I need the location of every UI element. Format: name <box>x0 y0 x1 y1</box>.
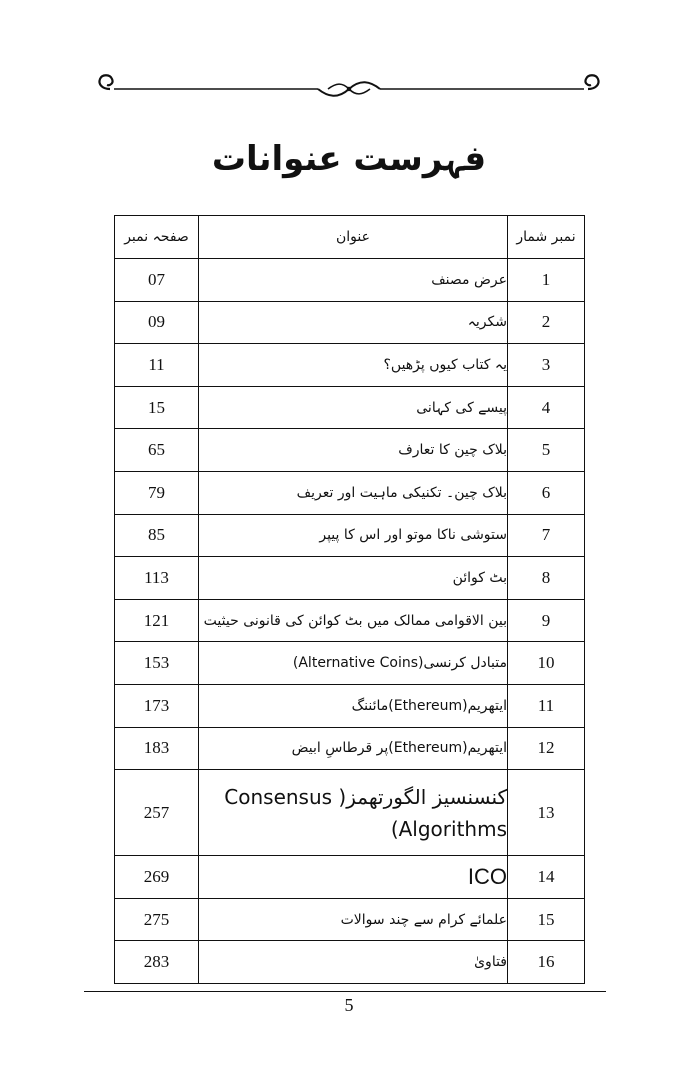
table-row <box>115 727 585 770</box>
table-row <box>115 898 585 941</box>
row-topic: یہ کتاب کیوں پڑھیں؟ <box>199 344 508 387</box>
row-topic: بلاک چین کا تعارف <box>199 429 508 472</box>
row-topic: ایتھریم(Ethereum)پر قرطاسِ ابیض <box>199 727 508 770</box>
row-page: 153 <box>115 642 199 685</box>
row-number: 9 <box>508 599 585 642</box>
table-row <box>115 259 585 302</box>
table-row <box>115 770 585 856</box>
header-topic: عنوان <box>199 216 508 259</box>
row-topic: ستوشی ناکا موتو اور اس کا پیپر <box>199 514 508 557</box>
row-number: 11 <box>508 684 585 727</box>
row-number: 16 <box>508 941 585 984</box>
table-row <box>115 429 585 472</box>
row-number: 10 <box>508 642 585 685</box>
row-page: 121 <box>115 599 199 642</box>
row-number: 13 <box>508 770 585 856</box>
row-page: 275 <box>115 898 199 941</box>
row-topic: بٹ کوائن <box>199 557 508 600</box>
row-topic: کنسنسیز الگورتھمز( Consensus Algorithms) <box>199 770 508 856</box>
table-row <box>115 684 585 727</box>
table-row <box>115 599 585 642</box>
row-number: 4 <box>508 386 585 429</box>
row-page: 11 <box>115 344 199 387</box>
row-page: 257 <box>115 770 199 856</box>
row-number: 12 <box>508 727 585 770</box>
row-number: 6 <box>508 471 585 514</box>
row-topic: فتاویٰ <box>199 941 508 984</box>
row-topic: متبادل کرنسی(Alternative Coins) <box>199 642 508 685</box>
header-page: صفحہ نمبر <box>115 216 199 259</box>
row-page: 283 <box>115 941 199 984</box>
row-number: 1 <box>508 259 585 302</box>
footer-rule <box>84 991 606 992</box>
page-number: 5 <box>344 995 354 1015</box>
row-topic: بلاک چین۔ تکنیکی ماہیت اور تعریف <box>199 471 508 514</box>
row-number: 8 <box>508 557 585 600</box>
row-topic: شکریہ <box>199 301 508 344</box>
row-page: 79 <box>115 471 199 514</box>
table-header-row <box>115 216 585 259</box>
row-page: 09 <box>115 301 199 344</box>
row-page: 07 <box>115 259 199 302</box>
contents-table <box>114 215 585 984</box>
row-page: 85 <box>115 514 199 557</box>
row-topic: علمائے کرام سے چند سوالات <box>199 898 508 941</box>
row-number: 3 <box>508 344 585 387</box>
row-topic: پیسے کی کہانی <box>199 386 508 429</box>
row-number: 14 <box>508 856 585 899</box>
row-page: 183 <box>115 727 199 770</box>
row-page: 15 <box>115 386 199 429</box>
table-row <box>115 386 585 429</box>
row-number: 7 <box>508 514 585 557</box>
row-topic: بین الاقوامی ممالک میں بٹ کوائن کی قانونی حیثیت <box>199 599 508 642</box>
table-row <box>115 301 585 344</box>
row-topic: ایتھریم(Ethereum)مائننگ <box>199 684 508 727</box>
row-page: 269 <box>115 856 199 899</box>
row-page: 113 <box>115 557 199 600</box>
page-title: فہرست عنوانات <box>211 139 487 179</box>
row-number: 5 <box>508 429 585 472</box>
table-row <box>115 642 585 685</box>
table-row <box>115 557 585 600</box>
header-number: نمبر شمار <box>508 216 585 259</box>
row-number: 15 <box>508 898 585 941</box>
row-topic: ICO <box>199 856 508 899</box>
row-topic: عرض مصنف <box>199 259 508 302</box>
table-row <box>115 856 585 899</box>
ornament-divider <box>88 72 610 106</box>
table-row <box>115 514 585 557</box>
table-row <box>115 344 585 387</box>
table-row <box>115 471 585 514</box>
table-row <box>115 941 585 984</box>
row-number: 2 <box>508 301 585 344</box>
row-page: 173 <box>115 684 199 727</box>
row-page: 65 <box>115 429 199 472</box>
